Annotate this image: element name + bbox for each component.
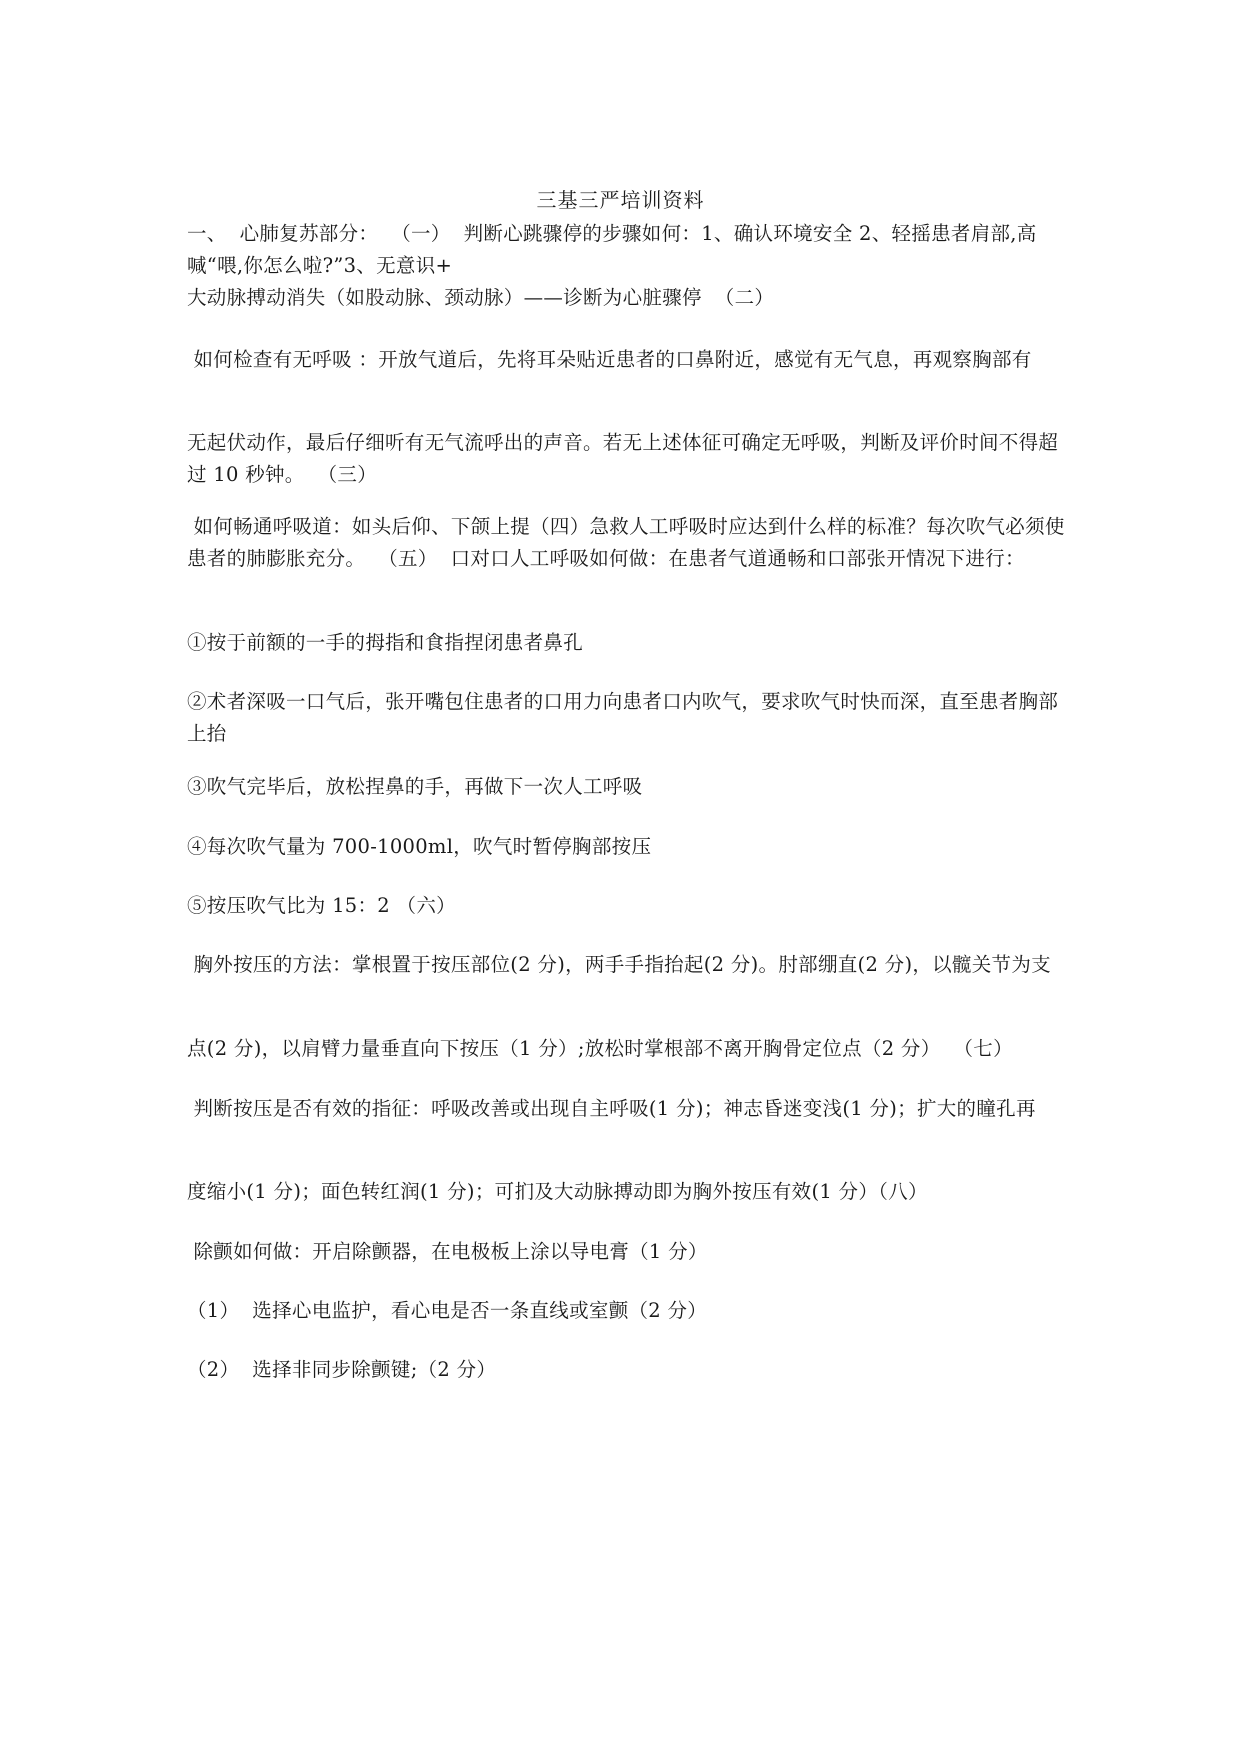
list-item-defib-step-1: （1） 选择心电监护，看心电是否一条直线或室颤（2 分） <box>187 1299 708 1322</box>
list-item-step-4: ④每次吹气量为 700-1000ml，吹气时暂停胸部按压 <box>187 835 652 858</box>
paragraph-airway-and-rescue-breath: 如何畅通呼吸道：如头后仰、下颌上提（四）急救人工呼吸时应达到什么样的标准？每次吹气必须使患者的肺膨胀充分。 （五） 口对口人工呼吸如何做：在患者气道通畅和口部张开情况下进行： <box>187 515 1065 570</box>
paragraph-breathing-duration: 无起伏动作，最后仔细听有无气流呼出的声音。若无上述体征可确定无呼吸，判断及评价时间不得超过 10 秒钟。 （三） <box>187 431 1059 486</box>
list-item-defib-step-2: （2） 选择非同步除颤键;（2 分） <box>187 1358 497 1381</box>
paragraph-cpr-intro: 一、 心肺复苏部分： （一） 判断心跳骤停的步骤如何：1、确认环境安全 2、轻摇患者肩部,高喊“喂,你怎么啦?”3、无意识+ <box>187 222 1037 277</box>
paragraph-compression-fulcrum: 点(2 分)，以肩臂力量垂直向下按压（1 分）;放松时掌根部不离开胸骨定位点（2 分） （七） <box>187 1037 1013 1060</box>
paragraph-chest-compression: 胸外按压的方法：掌根置于按压部位(2 分)，两手手指抬起(2 分)。肘部绷直(2 分)，以髋关节为支 <box>187 953 1051 976</box>
paragraph-pupil-constriction: 度缩小(1 分)；面色转红润(1 分)；可扪及大动脉搏动即为胸外按压有效(1 分）（八） <box>187 1180 928 1203</box>
document-title: 三基三严培训资料 <box>536 188 705 212</box>
list-item-step-2: ②术者深吸一口气后，张开嘴包住患者的口用力向患者口内吹气，要求吹气时快而深，直至患者胸部上抬 <box>187 690 1059 745</box>
paragraph-check-breathing: 如何检查有无呼吸 ：开放气道后，先将耳朵贴近患者的口鼻附近，感觉有无气息，再观察胸部有 <box>187 348 1032 371</box>
paragraph-defibrillation: 除颤如何做：开启除颤器，在电极板上涂以导电膏（1 分） <box>187 1240 708 1263</box>
paragraph-effectiveness-signs: 判断按压是否有效的指征：呼吸改善或出现自主呼吸(1 分)；神志昏迷变浅(1 分)；扩大的瞳孔再 <box>187 1097 1036 1120</box>
list-item-step-5: ⑤按压吹气比为 15：2 （六） <box>187 894 456 917</box>
list-item-step-1: ①按于前额的一手的拇指和食指捏闭患者鼻孔 <box>187 631 584 654</box>
paragraph-pulse-absence: 大动脉搏动消失（如股动脉、颈动脉）——诊断为心脏骤停 （二） <box>187 286 775 309</box>
list-item-step-3: ③吹气完毕后，放松捏鼻的手，再做下一次人工呼吸 <box>187 775 643 798</box>
